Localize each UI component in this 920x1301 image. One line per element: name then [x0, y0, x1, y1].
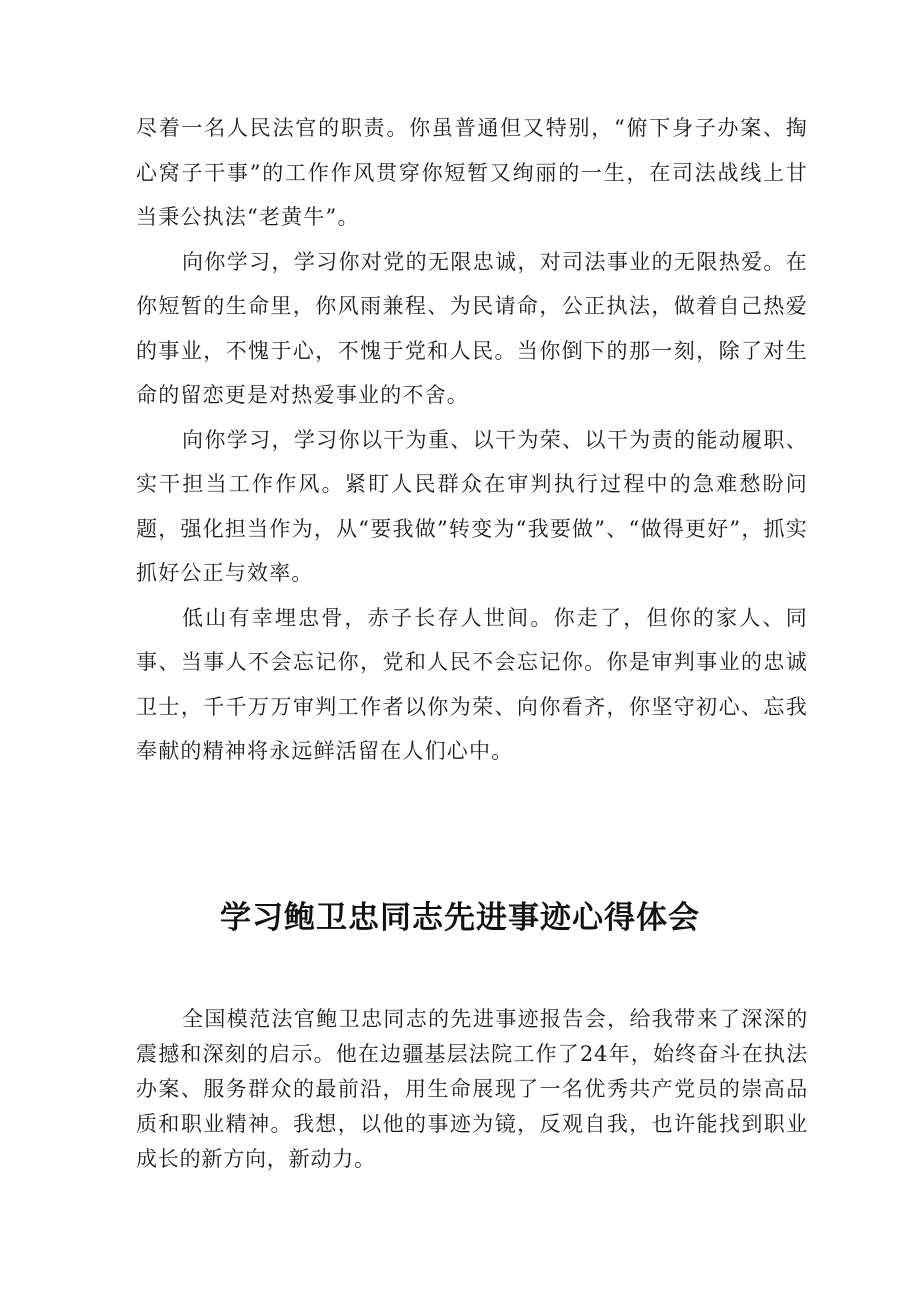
- continued-article-body: [136, 106, 808, 774]
- paragraph-loyalty: 向你学习，学习你对党的无限忠诚，对司法事业的无限热爱。在你短暂的生命里，你风雨兼程、为民请命，公正执法，做着自己热爱的事业，不愧于心，不愧于党和人民。当你倒下的那一刻，除了对生命的留恋更是对热爱事业的不舍。: [136, 249, 808, 407]
- article-title: 学习鲍卫忠同志先进事迹心得体会: [220, 900, 700, 936]
- paragraph-memorial: 低山有幸埋忠骨，赤子长存人世间。你走了，但你的家人、同事、当事人不会忘记你，党和人民不会忘记你。你是审判事业的忠诚卫士，千千万万审判工作者以你为荣、向你看齐，你坚守初心、忘我奉献的精神将永远鲜活留在人们心中。: [136, 605, 808, 763]
- paragraph-continued: 尽着一名人民法官的职责。你虽普通但又特别，“俯下身子办案、掏心窝子干事”的工作作风贯穿你短暂又绚丽的一生，在司法战线上甘当秉公执法“老黄牛”。: [136, 116, 808, 229]
- paragraph-intro: 全国模范法官鲍卫忠同志的先进事迹报告会，给我带来了深深的震撼和深刻的启示。他在边疆基层法院工作了24年，始终奋斗在执法办案、服务群众的最前沿，用生命展现了一名优秀共产党员的崇高品质和职业精神。我想，以他的事迹为镜，反观自我，也许能找到职业成长的新方向，新动力。: [136, 1007, 808, 1171]
- new-article-body: [136, 1002, 808, 1177]
- paragraph-work-style: 向你学习，学习你以干为重、以干为荣、以干为责的能动履职、实干担当工作作风。紧盯人民群众在审判执行过程中的急难愁盼问题，强化担当作为，从“要我做”转变为“我要做”、“做得更好”，抓实抓好公正与效率。: [136, 427, 808, 585]
